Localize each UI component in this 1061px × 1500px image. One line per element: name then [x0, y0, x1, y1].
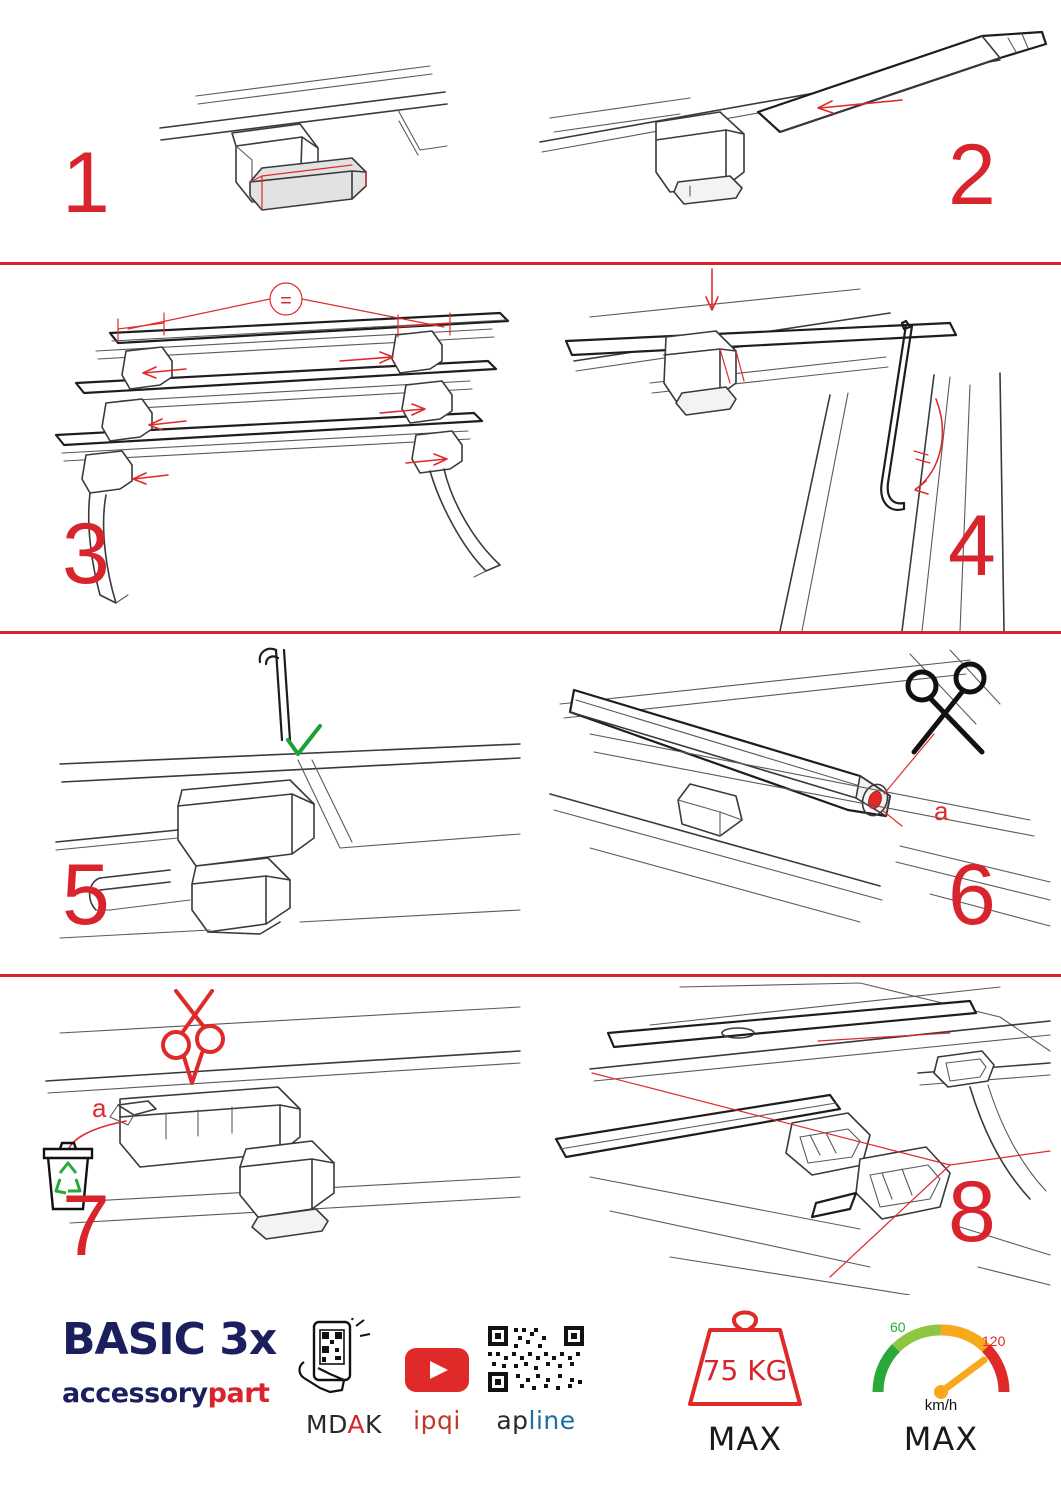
label-a-step7: a [92, 1093, 107, 1123]
step-panel-4 [530, 265, 1061, 631]
step-row-1 [0, 0, 1061, 262]
step-panel-1 [0, 0, 530, 262]
step-panel-5 [0, 634, 530, 974]
scissors-icon [908, 664, 984, 752]
step-number-4: 4 [948, 498, 994, 594]
mdak-k: K [365, 1410, 382, 1439]
max-speed-label: MAX [903, 1420, 979, 1458]
step-panel-2 [530, 0, 1061, 262]
brand-block [62, 1314, 292, 1409]
step-row-4 [0, 977, 1061, 1295]
step-number-2: 2 [948, 127, 994, 223]
speed-tick-high: 120 [982, 1333, 1006, 1349]
step-row-2 [0, 265, 1061, 631]
step-panel-8 [530, 977, 1061, 1295]
mdak-a: A [347, 1410, 366, 1439]
brand-subtitle-accessory: accessory [62, 1378, 208, 1409]
logo-ipqi-caption: ipqi [413, 1406, 461, 1435]
speed-unit: km/h [924, 1397, 958, 1414]
scissors-icon-7 [163, 991, 223, 1083]
step-number-3: 3 [62, 506, 108, 602]
step-panel-7 [0, 977, 530, 1295]
step-number-8: 8 [948, 1164, 994, 1260]
step-panel-3 [0, 265, 530, 631]
speed-tick-low: 60 [890, 1319, 906, 1335]
equal-sign: = [280, 290, 292, 312]
brand-subtitle-part: part [207, 1378, 270, 1409]
qr-scan-icon [286, 1318, 402, 1402]
logo-mdak-caption [286, 1410, 402, 1439]
brand-subtitle [62, 1380, 292, 1407]
qr-code-icon[interactable] [474, 1320, 598, 1398]
apline-ap: ap [496, 1406, 529, 1435]
step-number-7: 7 [62, 1178, 108, 1274]
weight-value: 75 KG [702, 1354, 788, 1387]
logo-apline-caption [474, 1406, 598, 1435]
max-load-block [660, 1302, 830, 1458]
weight-icon [660, 1302, 830, 1414]
mdak-md: MD [306, 1410, 348, 1439]
step-number-6: 6 [948, 847, 994, 943]
speedometer-icon [856, 1300, 1026, 1414]
logo-mdak [286, 1318, 402, 1439]
logo-ipqi [396, 1340, 478, 1435]
max-load-label: MAX [707, 1420, 783, 1458]
step-panel-6 [530, 634, 1061, 974]
youtube-icon[interactable] [396, 1340, 478, 1398]
brand-title: BASIC 3x [62, 1314, 277, 1365]
step-number-5: 5 [62, 847, 108, 943]
max-speed-block [856, 1300, 1026, 1458]
step-row-3 [0, 634, 1061, 974]
apline-line: line [528, 1406, 576, 1435]
label-a-step6: a [934, 796, 949, 826]
step-number-1: 1 [62, 135, 108, 231]
logo-apline [474, 1320, 598, 1435]
